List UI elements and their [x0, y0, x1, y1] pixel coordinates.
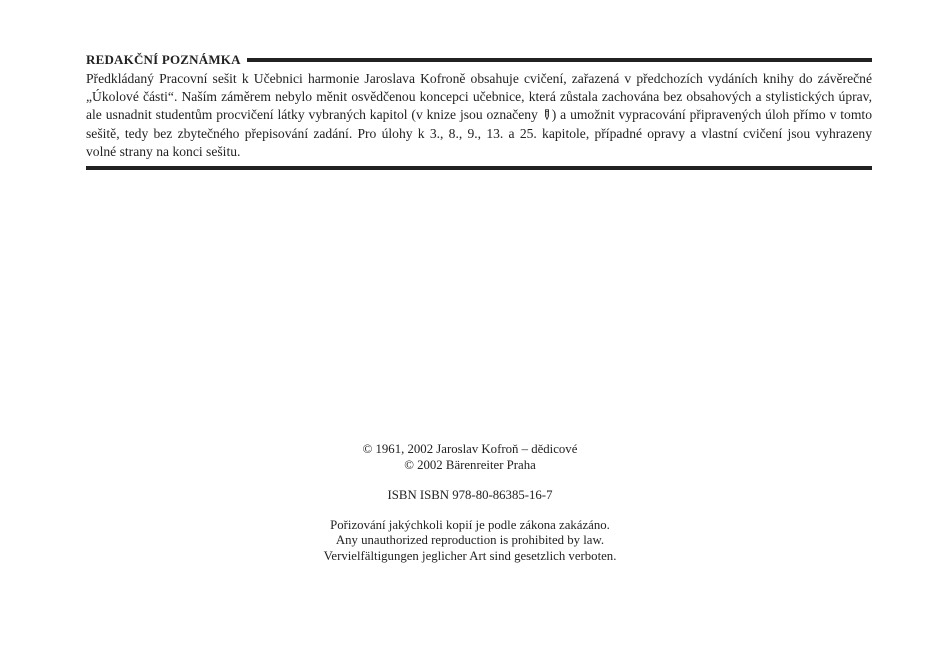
editorial-note: [86, 50, 872, 161]
imprint-spacer: [0, 503, 940, 518]
notice-line-cz: Pořizování jakýchkoli kopií je podle zákona zakázáno.: [330, 517, 610, 532]
copyright-line-1: © 1961, 2002 Jaroslav Kofroň – dědicové: [362, 442, 578, 456]
note-line-2: „Úkolové části“. Naším záměrem nebylo měnit osvědčenou koncepci učebnice, která zůstala zachována bez obsahových a stylistických úprav,: [86, 89, 872, 105]
note-line-4: sešitě, tedy bez zbytečného přepisování zadání. Pro úlohy k 3., 8., 9., 13. a 25. kapitole, případné opravy a vlastní cvičení jsou vyhrazeny: [86, 125, 872, 141]
bottom-rule: [86, 166, 872, 170]
pencil-icon: [543, 109, 551, 120]
imprint: [0, 442, 940, 565]
note-line-5: volné strany na konci sešitu.: [86, 143, 241, 159]
isbn: ISBN ISBN 978-80-86385-16-7: [387, 487, 553, 502]
notice-line-de: Vervielfältigungen jeglicher Art sind gesetzlich verboten.: [323, 548, 617, 563]
note-line-3: [86, 106, 872, 124]
imprint-spacer: [0, 473, 940, 488]
copyright-line-2: © 2002 Bärenreiter Praha: [404, 457, 536, 472]
note-line-3-start: ale usnadnit studentům procvičení látky vybraných kapitol (v knize jsou označeny: [86, 107, 538, 123]
note-line-3-end: ) a umožnit vypracování připravených úloh přímo v tomto: [551, 107, 872, 123]
editorial-note-body: [86, 70, 872, 161]
header-rule: [247, 58, 872, 62]
editorial-note-header: [86, 50, 872, 70]
note-line-1: Předkládaný Pracovní sešit k Učebnici harmonie Jaroslava Kofroně obsahuje cvičení, zařazená v předchozích vydáních knihy do závěrečné: [86, 71, 872, 86]
editorial-note-title: REDAKČNÍ POZNÁMKA: [86, 52, 241, 67]
notice-line-en: Any unauthorized reproduction is prohibited by law.: [335, 533, 605, 548]
